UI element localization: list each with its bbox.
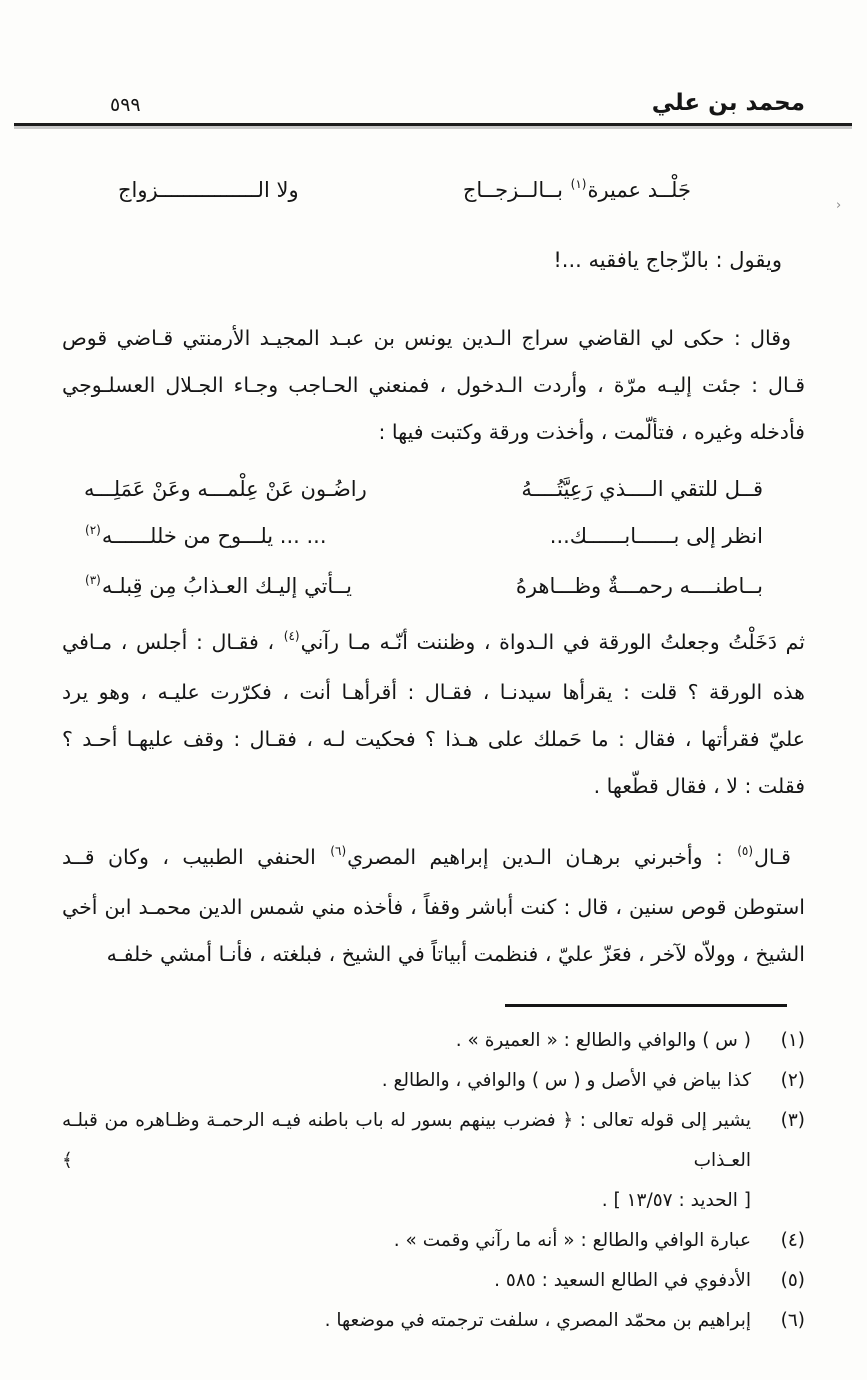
text-line	[62, 931, 805, 978]
header-rule	[14, 123, 852, 126]
footnote-text	[62, 1021, 751, 1061]
footnote-item	[62, 1021, 805, 1061]
footnote-number: (٢)	[780, 1069, 805, 1091]
footnote-marker: (٤)	[283, 629, 300, 643]
text-run: يشير إلى قوله تعالى : ﴿ فضرب بينهم بسور له باب باطنه فيـه الرحمـة وظـاهره من قبلـه العـذاب ﴾	[62, 1109, 751, 1171]
hemistich-right	[550, 513, 763, 563]
text-run: [ الحديد : ١٣/٥٧ ] .	[601, 1189, 751, 1211]
footnote-item	[62, 1101, 805, 1221]
footnote-marker: (٥)	[737, 844, 754, 858]
text-line	[62, 716, 805, 763]
footnote-number: (٤)	[780, 1229, 805, 1251]
hemistich-left	[84, 563, 352, 613]
footnote-text	[62, 1061, 751, 1101]
footnote-marker: (٦)	[330, 844, 347, 858]
text-line	[62, 669, 805, 716]
text-run: راضُـون عَنْ عِلْمـــه وعَنْ عَمَلِـــه	[84, 477, 367, 501]
footnote-marker: (٢)	[85, 523, 101, 537]
text-line	[62, 884, 805, 931]
text-run: إبراهيم بن محمّد المصري ، سلفت ترجمته في موضعها .	[324, 1309, 751, 1331]
page-header	[62, 0, 805, 116]
scan-artifact: ›	[836, 198, 842, 213]
hemistich-right	[516, 563, 763, 613]
footnote-text	[62, 1261, 751, 1301]
footnote-line	[62, 1261, 751, 1301]
text-run: ولا الــــــــــــــــزواج	[118, 178, 299, 202]
footnote-item	[62, 1061, 805, 1101]
text-line	[62, 763, 805, 810]
text-run: قــل للتقي الــــذي رَعِيَّتُــــهُ	[521, 477, 763, 501]
footnote-text	[62, 1221, 751, 1261]
footnote-line	[62, 1021, 751, 1061]
footnote-line	[62, 1181, 751, 1221]
paragraph-paper-story	[62, 619, 805, 810]
text-run: بــاطنــــه رحمـــةٌ وظـــاهرهُ	[515, 574, 763, 598]
paragraph-burhan-story	[62, 834, 805, 978]
text-run: استوطن قوص سنين ، قال : كنت أباشر وقفاً ، فأخذه مني شمس الدين محمـد ابن أخي	[62, 895, 805, 919]
text-run: فقلت : لا ، فقال قطّعها .	[593, 774, 805, 798]
text-run: عليّ فقرأتها ، فقال : ما حَملك على هـذا ؟ فحكيت لـه ، فقـال : وقف عليهـا أحـد ؟	[62, 727, 805, 751]
hemistich-left	[118, 172, 299, 211]
text-run: ويقول : بالزّجاج يافقيه ...!	[553, 248, 782, 272]
hemistich-right	[521, 466, 763, 513]
footnote-line	[62, 1061, 751, 1101]
text-run: الأدفوي في الطالع السعيد : ٥٨٥ .	[494, 1269, 751, 1291]
footnote-marker: (٣)	[85, 573, 101, 587]
text-line	[62, 362, 805, 409]
paragraph-qadi-story	[62, 315, 805, 456]
poem-verse	[84, 466, 763, 513]
text-run: ثم دَخَلْتُ وجعلتُ الورقة في الـدواة ، وظننت أنّـه مـا رآني	[300, 630, 805, 654]
text-run: هذه الورقة ؟ قلت : يقرأها سيدنـا ، فقـال : أقرأهـا أنت ، فكرّرت عليـه ، وهو يرد	[62, 680, 805, 704]
text-run: فأدخله وغيره ، فتألّمت ، وأخذت ورقة وكتبت فيها :	[378, 420, 805, 444]
text-run: قـال : جئت إليـه مرّة ، وأردت الـدخول ، فمنعني الحـاجب وجـاء الجـلال العسلـوجي	[62, 373, 805, 397]
footnote-item	[62, 1261, 805, 1301]
poem-verse	[118, 172, 691, 211]
hemistich-left	[84, 466, 367, 513]
footnote-item	[62, 1301, 805, 1341]
footnote-number: (١)	[780, 1029, 805, 1051]
poem-verse	[84, 563, 763, 613]
text-line	[62, 619, 805, 669]
footnote-item	[62, 1221, 805, 1261]
footnote-marker: (١)	[570, 177, 587, 191]
footnote-number: (٦)	[780, 1309, 805, 1331]
text-run: الشيخ ، وولاّه لآخر ، فعَزّ عليّ ، فنظمت أبياتاً في الشيخ ، فبلغته ، فأنـا أمشي خلفـه	[106, 942, 805, 966]
text-run: جَلْــد عميرة	[587, 178, 691, 202]
text-run: الحنفي الطبيب ، وكان قــد	[62, 845, 330, 869]
text-run: ، فقـال : أجلس ، مـافي	[62, 630, 283, 654]
says-line	[62, 245, 782, 275]
text-run: كذا بياض في الأصل و ( س ) والوافي ، والطالع .	[381, 1069, 751, 1091]
text-run: وقال : حكى لي القاضي سراج الـدين يونس بن عبـد المجيـد الأرمنتي قـاضي قوص	[62, 326, 791, 350]
text-run: انظر إلى بــــــابــــــك...	[549, 524, 763, 548]
text-line	[62, 409, 805, 456]
page-number: ٥٩٩	[110, 94, 141, 116]
text-run: قـال	[754, 845, 791, 869]
text-run: بــالــزجــاج	[462, 178, 570, 202]
hemistich-left	[84, 513, 327, 563]
text-run: عبارة الوافي والطالع : « أنه ما رآني وقمت » .	[393, 1229, 751, 1251]
text-line	[62, 315, 805, 362]
text-run: ( س ) والوافي والطالع : « العميرة » .	[455, 1029, 751, 1051]
footnote-line	[62, 1101, 751, 1181]
footnote-line	[62, 1221, 751, 1261]
text-run: يــأتي إليـك العـذابُ مِن قِبلـه	[101, 574, 352, 598]
footnote-line	[62, 1301, 751, 1341]
text-run: : وأخبرني برهـان الـدين إبراهيم المصري	[347, 845, 737, 869]
hemistich-right	[463, 172, 691, 211]
footnote-text	[62, 1101, 751, 1221]
footnote-number: (٣)	[780, 1109, 805, 1131]
text-line	[62, 834, 805, 884]
footnote-text	[62, 1301, 751, 1341]
poem-glass-verse	[118, 172, 691, 211]
running-title: محمد بن علي	[651, 90, 805, 116]
poem-verse	[84, 513, 763, 563]
footnote-separator	[505, 1004, 787, 1007]
poem-taqi-verses	[84, 466, 763, 613]
text-run: ... ... يلـــوح من خللــــــه	[101, 524, 327, 548]
footnotes	[62, 1021, 805, 1341]
footnote-number: (٥)	[780, 1269, 805, 1291]
